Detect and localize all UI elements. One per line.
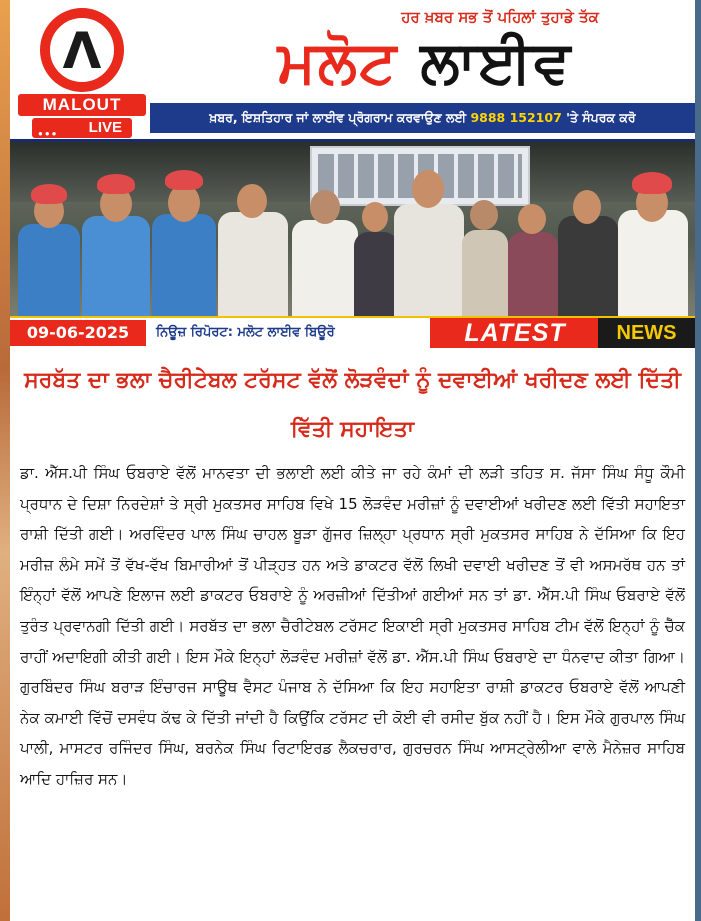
tagline: ਹਰ ਖ਼ਬਰ ਸਭ ਤੋਂ ਪਹਿਲਾਂ ਤੁਹਾਡੇ ਤੱਕ	[401, 8, 599, 26]
left-edge-strip	[0, 0, 10, 921]
latest-label: LATEST	[430, 318, 600, 348]
photo-person-turban	[165, 170, 203, 190]
site-title-part1: ਮਲੋਟ	[277, 28, 399, 96]
contact-bar	[150, 103, 695, 133]
logo-brand-text: MALOUT	[18, 94, 146, 116]
photo-person-head	[310, 190, 340, 224]
masthead	[10, 0, 695, 142]
photo-person-head	[237, 184, 267, 218]
photo-person-head	[412, 170, 444, 208]
photo-person	[508, 232, 558, 316]
photo-person-turban	[97, 174, 135, 194]
logo-glyph: Λ	[62, 22, 102, 80]
info-bar	[10, 316, 695, 348]
site-title-part2: ਲਾਈਵ	[420, 28, 573, 96]
photo-person	[394, 204, 464, 316]
right-edge-strip	[695, 0, 701, 921]
malout-live-logo[interactable]	[18, 6, 146, 136]
photo-person-turban	[632, 172, 672, 194]
article	[10, 348, 695, 921]
photo-person	[462, 230, 508, 316]
photo-person-head	[518, 204, 546, 234]
photo-person	[354, 232, 398, 316]
publish-date: 09-06-2025	[10, 320, 146, 346]
photo-person	[292, 220, 358, 316]
article-body: ਡਾ. ਐੱਸ.ਪੀ ਸਿੰਘ ਓਬਰਾਏ ਵੱਲੋਂ ਮਾਨਵਤਾ ਦੀ ਭਲਾਈ ਲਈ ਕੀਤੇ ਜਾ ਰਹੇ ਕੰਮਾਂ ਦੀ ਲੜੀ ਤਹਿਤ ਸ. ਜੱਸਾ ਸਿੰਘ ਸੰਧੂ ਕੌਮੀ ਪ੍ਰਧਾਨ ਦੇ ਦਿਸ਼ਾ ਨਿਰਦੇਸ਼ਾਂ ਤੇ ਸ੍ਰੀ ਮੁਕਤਸਰ ਸਾਹਿਬ ਵਿਖੇ 15 ਲੋੜਵੰਦ ਮਰੀਜ਼ਾਂ ਨੂੰ ਦਵਾਈਆਂ ਖਰੀਦਣ ਲਈ ਵਿੱਤੀ ਸਹਾਇਤਾ ਰਾਸ਼ੀ ਦਿੱਤੀ ਗਈ। ਅਰਵਿੰਦਰ ਪਾਲ ਸਿੰਘ ਚਾਹਲ ਬੂੜਾ ਗੁੱਜਰ ਜ਼ਿਲ੍ਹਾ ਪ੍ਰਧਾਨ ਸ੍ਰੀ ਮੁਕਤਸਰ ਸਾਹਿਬ ਨੇ ਦੱਸਿਆ ਕਿ ਇਹ ਮਰੀਜ਼ ਲੰਮੇ ਸਮੇਂ ਤੋਂ ਵੱਖ-ਵੱਖ ਬਿਮਾਰੀਆਂ ਤੋਂ ਪੀੜ੍ਹਤ ਹਨ ਅਤੇ ਡਾਕਟਰ ਵੱਲੋਂ ਲਿਖੀ ਦਵਾਈ ਖਰੀਦਣ ਤੋਂ ਵੀ ਅਸਮਰੱਥ ਹਨ ਤਾਂ ਇੰਨ੍ਹਾਂ ਵੱਲੋਂ ਆਪਣੇ ਇਲਾਜ ਲਈ ਡਾਕਟਰ ਓਬਰਾਏ ਨੂੰ ਅਰਜ਼ੀਆਂ ਦਿੱਤੀਆਂ ਗਈਆਂ ਸਨ ਤਾਂ ਡਾ. ਐੱਸ.ਪੀ ਸਿੰਘ ਓਬਰਾਏ ਵੱਲੋਂ ਤੁਰੰਤ ਪ੍ਰਵਾਨਗੀ ਦਿੱਤੀ ਗਈ। ਸਰਬੱਤ ਦਾ ਭਲਾ ਚੈਰੀਟੇਬਲ ਟਰੱਸਟ ਇਕਾਈ ਸ੍ਰੀ ਮੁਕਤਸਰ ਸਾਹਿਬ ਟੀਮ ਵੱਲੋਂ ਇਨ੍ਹਾਂ ਨੂੰ ਚੈੱਕ ਰਾਹੀਂ ਅਦਾਇਗੀ ਕੀਤੀ ਗਈ। ਇਸ ਮੌਕੇ ਇਨ੍ਹਾਂ ਲੋੜਵੰਦ ਮਰੀਜ਼ਾਂ ਵੱਲੋਂ ਡਾ. ਐੱਸ.ਪੀ ਸਿੰਘ ਓਬਰਾਏ ਦਾ ਧੰਨਵਾਦ ਕੀਤਾ ਗਿਆ। ਗੁਰਬਿੰਦਰ ਸਿੰਘ ਬਰਾੜ ਇੰਚਾਰਜ ਸਾਊਥ ਵੈਸਟ ਪੰਜਾਬ ਨੇ ਦੱਸਿਆ ਕਿ ਇਹ ਸਹਾਇਤਾ ਰਾਸ਼ੀ ਡਾਕਟਰ ਓਬਰਾਏ ਵੱਲੋਂ ਆਪਣੀ ਨੇਕ ਕਮਾਈ ਵਿੱਚੋਂ ਦਸਵੰਧ ਕੱਢ ਕੇ ਦਿੱਤੀ ਜਾਂਦੀ ਹੈ ਕਿਉਂਕਿ ਟਰੱਸਟ ਦੀ ਕੋਈ ਵੀ ਰਸੀਦ ਬੁੱਕ ਨਹੀਂ ਹੈ। ਇਸ ਮੌਕੇ ਗੁਰਪਾਲ ਸਿੰਘ ਪਾਲੀ, ਮਾਸਟਰ ਰਜਿੰਦਰ ਸਿੰਘ, ਬਰਨੇਕ ਸਿੰਘ ਰਿਟਾਇਰਡ ਲੈਕਚਰਾਰ, ਗੁਰਚਰਨ ਸਿੰਘ ਆਸਟ੍ਰੇਲੀਆ ਵਾਲੇ ਮੈਨੇਜ਼ਰ ਸਾਹਿਬ ਆਦਿ ਹਾਜ਼ਿਰ ਸਨ।	[20, 464, 685, 788]
photo-person-head	[573, 190, 601, 224]
photo-person	[218, 212, 288, 316]
photo-person	[618, 210, 688, 316]
photo-person	[152, 214, 216, 316]
photo-person	[18, 224, 80, 316]
live-dots-icon: ●●●	[38, 129, 59, 138]
photo-person	[82, 216, 150, 316]
photo-person-turban	[31, 184, 67, 204]
site-title	[155, 26, 695, 98]
photo-person-head	[362, 202, 388, 232]
contact-text: ਖ਼ਬਰ, ਇਸ਼ਤਿਹਾਰ ਜਾਂ ਲਾਈਵ ਪ੍ਰੋਗਰਾਮ ਕਰਵਾਉਣ ਲਈ	[209, 110, 467, 125]
article-headline: ਸਰਬੱਤ ਦਾ ਭਲਾ ਚੈਰੀਟੇਬਲ ਟਰੱਸਟ ਵੱਲੋਂ ਲੋੜਵੰਦਾਂ ਨੂੰ ਦਵਾਈਆਂ ਖਰੀਦਣ ਲਈ ਦਿੱਤੀ ਵਿੱਤੀ ਸਹਾਇਤਾ	[24, 368, 681, 442]
logo-live-text: LIVE	[88, 119, 122, 136]
news-photo	[10, 142, 695, 316]
news-reporter: ਨਿਊਜ਼ ਰਿਪੋਰਟ: ਮਲੋਟ ਲਾਈਵ ਬਿਊਰੋ	[156, 325, 335, 340]
logo-circle-icon	[40, 8, 124, 92]
contact-suffix: 'ਤੇ ਸੰਪਰਕ ਕਰੋ	[566, 110, 636, 125]
logo-live-badge	[32, 118, 132, 138]
news-label: NEWS	[598, 318, 695, 348]
photo-person-head	[470, 200, 498, 230]
photo-person	[558, 216, 618, 316]
contact-number[interactable]: 9888 152107	[470, 110, 562, 125]
